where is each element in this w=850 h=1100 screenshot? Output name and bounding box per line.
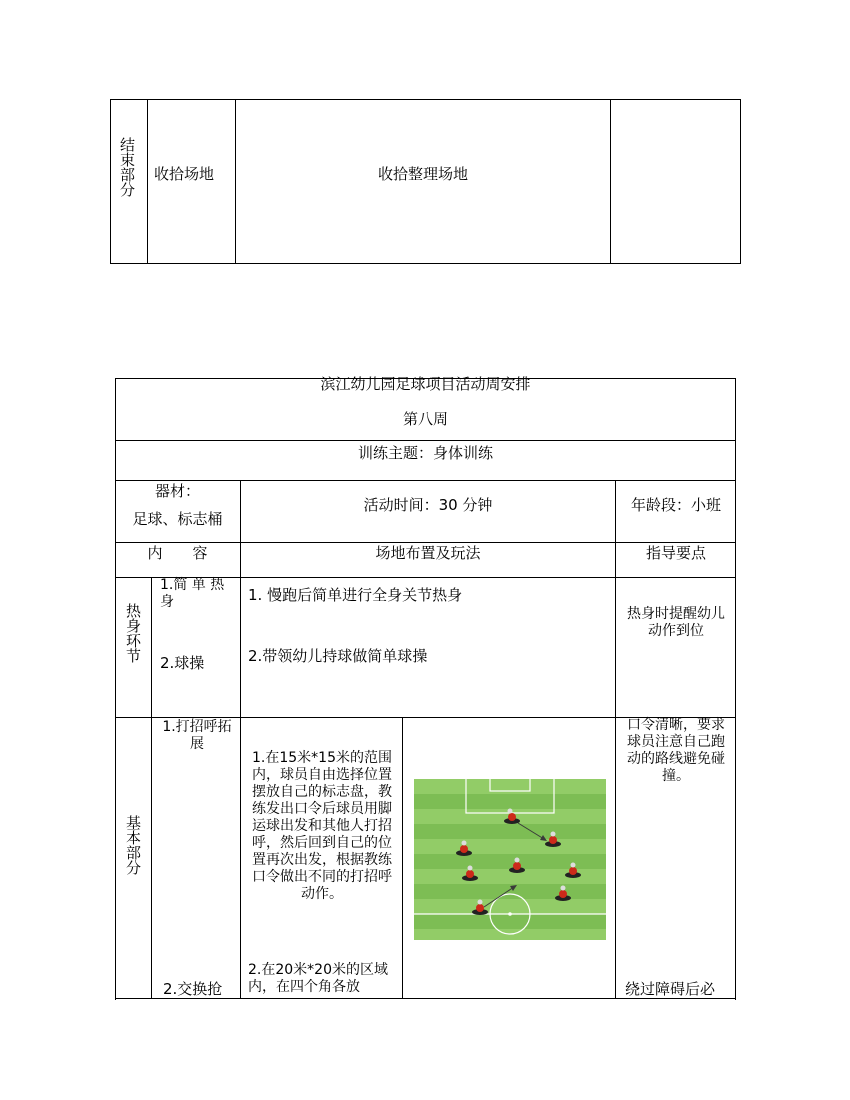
week-label: 第八周 bbox=[402, 410, 448, 428]
drill-diagram-image bbox=[414, 779, 606, 940]
warmup-method-1: 1. 慢跑后简单进行全身关节热身 bbox=[248, 586, 463, 604]
training-theme: 训练主题：身体训练 bbox=[357, 444, 493, 462]
warmup-points: 热身时提醒幼儿动作到位 bbox=[627, 606, 725, 639]
schedule-title: 滨江幼儿园足球项目活动周安排 bbox=[320, 375, 531, 393]
end-content-cell: 收拾场地 bbox=[154, 165, 215, 183]
header-method: 场地布置及玩法 bbox=[375, 544, 481, 562]
header-points: 指导要点 bbox=[645, 544, 706, 562]
warmup-item-1: 1.简 单 热 身 bbox=[160, 577, 225, 610]
warmup-item-2: 2.球操 bbox=[160, 654, 205, 672]
vrule-section bbox=[151, 577, 152, 999]
basic-item-1: 1.打招呼拓展 bbox=[162, 719, 232, 752]
vrule-diagram bbox=[402, 717, 403, 999]
warmup-method-2: 2.带领幼儿持球做简单球操 bbox=[248, 647, 428, 665]
basic-points-2: 绕过障碍后必 bbox=[625, 980, 716, 998]
end-method-cell: 收拾整理场地 bbox=[377, 165, 468, 183]
table1-divider-1 bbox=[147, 99, 148, 264]
basic-method-1: 1.在15米*15米的范围内，球员自由选择位置摆放自己的标志盘，教练发出口令后球员用脚运球出发和其他人打招呼，然后回到自己的位置再次出发，根据教练口令做出不同的打招呼动作。 bbox=[252, 750, 392, 902]
soccer-pitch-illustration bbox=[414, 779, 606, 940]
activity-duration: 活动时间：30 分钟 bbox=[363, 496, 493, 514]
table1-divider-3 bbox=[610, 99, 611, 264]
age-group: 年龄段：小班 bbox=[630, 496, 721, 514]
warmup-section-label: 热身环节 bbox=[124, 603, 142, 663]
rule-after-title bbox=[115, 440, 736, 441]
basic-item-2: 2.交换抢 bbox=[163, 980, 223, 998]
basic-points-1: 口令清晰，要求球员注意自己跑动的路线避免碰撞。 bbox=[627, 717, 725, 784]
end-section-label: 结束部分 bbox=[118, 137, 136, 197]
basic-section-label: 基本部分 bbox=[124, 815, 142, 875]
basic-method-2: 2.在20米*20米的区域内，在四个角各放 bbox=[248, 962, 388, 995]
header-content: 内 容 bbox=[147, 544, 208, 562]
equipment-value: 足球、标志桶 bbox=[132, 510, 223, 528]
equipment-label: 器材： bbox=[154, 482, 200, 500]
